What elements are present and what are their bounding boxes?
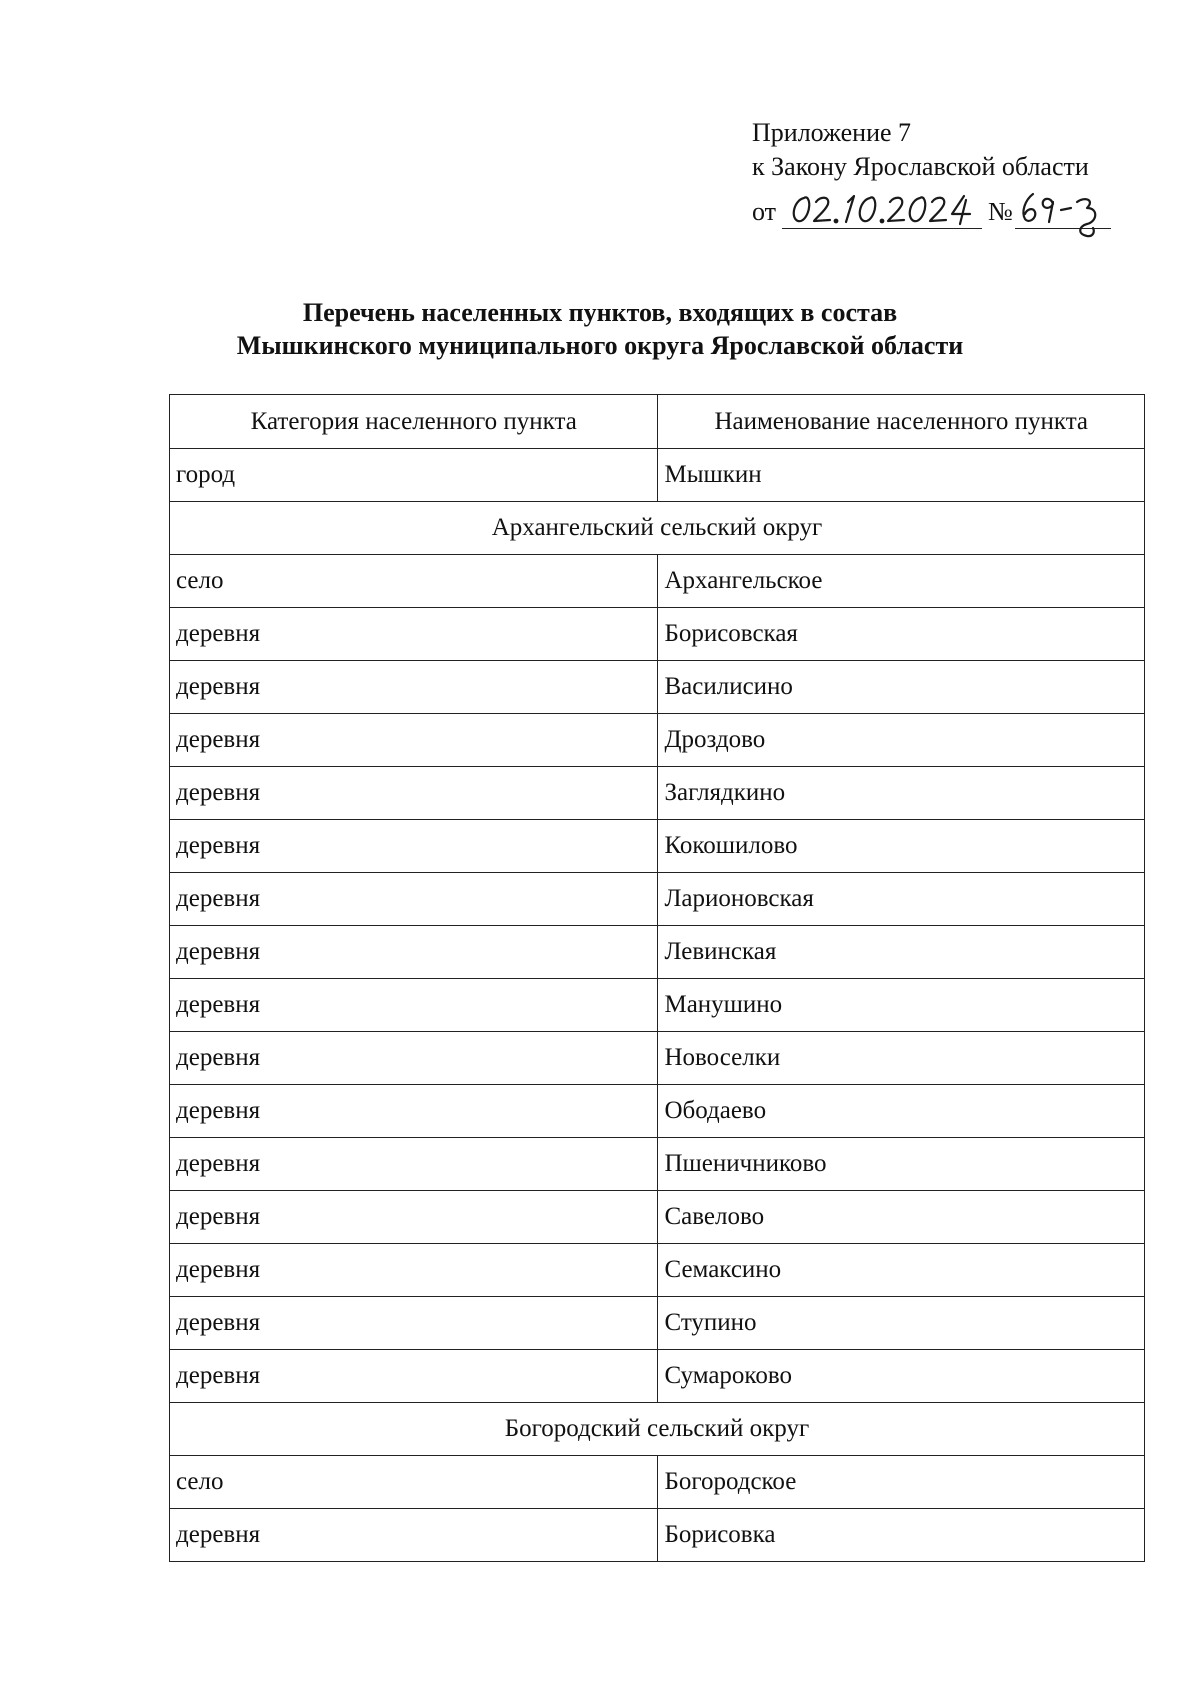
settlement-category: село [170, 1456, 658, 1509]
table-row [170, 714, 1145, 767]
settlement-name: Ступино [658, 1297, 1145, 1350]
table-row [170, 1138, 1145, 1191]
handwritten-date-drawing [782, 188, 982, 228]
settlement-name: Борисовка [658, 1509, 1145, 1562]
table-row [170, 555, 1145, 608]
title-line-1: Перечень населенных пунктов, входящих в состав [302, 298, 898, 327]
appendix-number: Приложение 7 [752, 118, 912, 147]
settlement-name: Архангельское [658, 555, 1145, 608]
settlement-name: Мышкин [658, 449, 1145, 502]
settlement-category: деревня [170, 1244, 658, 1297]
table-row [170, 820, 1145, 873]
settlement-category: деревня [170, 1297, 658, 1350]
settlement-name: Новоселки [658, 1032, 1145, 1085]
column-header-category: Категория населенного пункта [170, 395, 658, 449]
settlement-category: деревня [170, 1191, 658, 1244]
table-row [170, 1350, 1145, 1403]
title-line-2: Мышкинского муниципального округа Ярославской области [236, 331, 964, 360]
document-title [0, 296, 1200, 362]
table-row [170, 1297, 1145, 1350]
number-sign: № [988, 197, 1013, 226]
settlement-category: деревня [170, 767, 658, 820]
settlement-name: Манушино [658, 979, 1145, 1032]
table-row [170, 1456, 1145, 1509]
settlement-name: Семаксино [658, 1244, 1145, 1297]
settlement-name: Василисино [658, 661, 1145, 714]
settlement-category: деревня [170, 1138, 658, 1191]
settlement-category: деревня [170, 979, 658, 1032]
district-row [170, 502, 1145, 555]
settlement-category: село [170, 555, 658, 608]
settlement-category: деревня [170, 714, 658, 767]
settlement-name: Савелово [658, 1191, 1145, 1244]
table-body [170, 449, 1145, 1562]
district-name: Архангельский сельский округ [170, 502, 1145, 555]
settlement-name: Кокошилово [658, 820, 1145, 873]
settlement-category: деревня [170, 1350, 658, 1403]
table-row [170, 1191, 1145, 1244]
table-row [170, 608, 1145, 661]
table-row [170, 1032, 1145, 1085]
settlement-name: Дроздово [658, 714, 1145, 767]
table-row [170, 661, 1145, 714]
settlement-category: деревня [170, 926, 658, 979]
table-row [170, 449, 1145, 502]
handwritten-date [782, 188, 982, 229]
settlement-category: деревня [170, 661, 658, 714]
settlement-name: Ларионовская [658, 873, 1145, 926]
district-row [170, 1403, 1145, 1456]
table-row [170, 1244, 1145, 1297]
settlement-name: Ободаево [658, 1085, 1145, 1138]
settlement-category: деревня [170, 820, 658, 873]
table-header-row [170, 395, 1145, 449]
settlement-category: деревня [170, 1509, 658, 1562]
settlement-category: деревня [170, 873, 658, 926]
table-row [170, 767, 1145, 820]
settlement-name: Сумароково [658, 1350, 1145, 1403]
handwritten-number [1015, 188, 1111, 229]
law-date-number-line [752, 188, 1111, 229]
from-label: от [752, 197, 777, 226]
table-row [170, 1509, 1145, 1562]
settlements-table [169, 394, 1145, 1562]
settlement-category: деревня [170, 1085, 658, 1138]
settlement-name: Богородское [658, 1456, 1145, 1509]
table-row [170, 979, 1145, 1032]
table-row [170, 1085, 1145, 1138]
appendix-header [752, 116, 1111, 229]
appendix-law-ref: к Закону Ярославской области [752, 152, 1089, 181]
handwritten-number-drawing [1015, 188, 1111, 228]
settlement-name: Заглядкино [658, 767, 1145, 820]
settlement-name: Пшеничниково [658, 1138, 1145, 1191]
settlement-name: Левинская [658, 926, 1145, 979]
column-header-name: Наименование населенного пункта [658, 395, 1145, 449]
district-name: Богородский сельский округ [170, 1403, 1145, 1456]
settlement-category: деревня [170, 1032, 658, 1085]
table-row [170, 873, 1145, 926]
settlement-name: Борисовская [658, 608, 1145, 661]
table-row [170, 926, 1145, 979]
settlement-category: деревня [170, 608, 658, 661]
settlement-category: город [170, 449, 658, 502]
